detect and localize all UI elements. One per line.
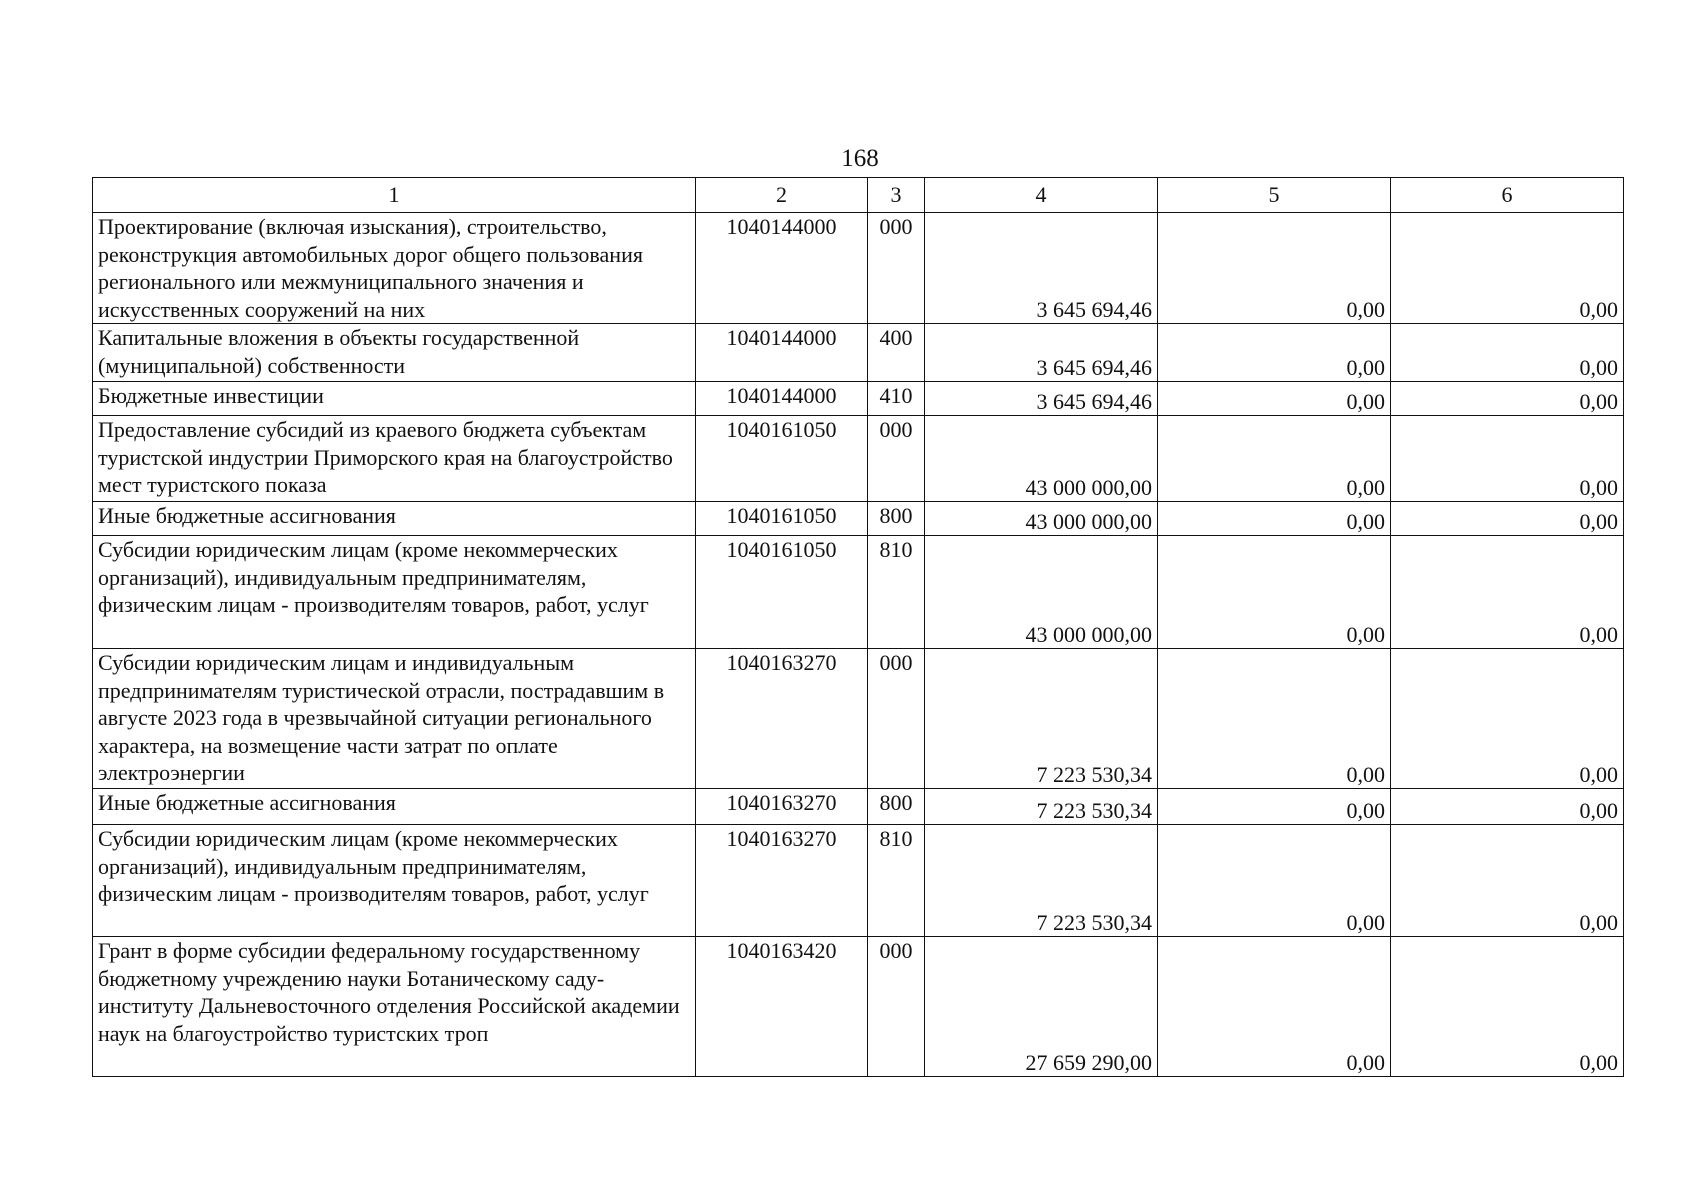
row-value-4: 43 000 000,00: [925, 536, 1158, 649]
column-header-1: 1: [93, 178, 696, 213]
row-target-code: 1040163420: [696, 937, 868, 1077]
row-value-4: 43 000 000,00: [925, 502, 1158, 536]
row-expense-type: 800: [868, 789, 925, 825]
row-value-5: 0,00: [1158, 382, 1391, 416]
row-target-code: 1040163270: [696, 825, 868, 937]
row-value-4: 7 223 530,34: [925, 789, 1158, 825]
row-value-6: 0,00: [1391, 789, 1624, 825]
row-expense-type: 000: [868, 416, 925, 502]
table-row: [93, 382, 1624, 416]
row-value-6: 0,00: [1391, 536, 1624, 649]
table-row: [93, 789, 1624, 825]
row-name: Предоставление субсидий из краевого бюджета субъектам туристской индустрии Приморского края на благоустройство мест туристского показа: [93, 416, 696, 502]
header-row: [93, 178, 1624, 213]
row-expense-type: 410: [868, 382, 925, 416]
row-value-5: 0,00: [1158, 789, 1391, 825]
row-value-4: 7 223 530,34: [925, 825, 1158, 937]
page-number: 168: [841, 145, 879, 172]
row-name: Грант в форме субсидии федеральному государственному бюджетному учреждению науки Ботаническому саду-институту Дальневосточного отделения Российской академии наук на благоустройство туристских троп: [93, 937, 696, 1077]
row-name: Проектирование (включая изыскания), строительство, реконструкция автомобильных дорог общего пользования регионального или межмуниципального значения и искусственных сооружений на них: [93, 213, 696, 324]
row-target-code: 1040161050: [696, 416, 868, 502]
row-expense-type: 000: [868, 937, 925, 1077]
row-name: Капитальные вложения в объекты государственной (муниципальной) собственности: [93, 324, 696, 382]
row-expense-type: 800: [868, 502, 925, 536]
table-row: [93, 825, 1624, 937]
row-value-6: 0,00: [1391, 649, 1624, 789]
row-value-5: 0,00: [1158, 825, 1391, 937]
row-value-6: 0,00: [1391, 502, 1624, 536]
row-value-4: 3 645 694,46: [925, 382, 1158, 416]
row-value-5: 0,00: [1158, 213, 1391, 324]
budget-table: [92, 177, 1624, 1077]
row-value-6: 0,00: [1391, 213, 1624, 324]
column-header-3: 3: [868, 178, 925, 213]
row-expense-type: 000: [868, 213, 925, 324]
row-value-6: 0,00: [1391, 825, 1624, 937]
table-row: [93, 324, 1624, 382]
row-target-code: 1040163270: [696, 789, 868, 825]
table-row: [93, 213, 1624, 324]
row-expense-type: 000: [868, 649, 925, 789]
row-value-4: 43 000 000,00: [925, 416, 1158, 502]
row-target-code: 1040144000: [696, 324, 868, 382]
column-header-6: 6: [1391, 178, 1624, 213]
row-value-5: 0,00: [1158, 536, 1391, 649]
row-name: Иные бюджетные ассигнования: [93, 789, 696, 825]
row-expense-type: 810: [868, 825, 925, 937]
row-target-code: 1040144000: [696, 213, 868, 324]
row-expense-type: 400: [868, 324, 925, 382]
row-value-5: 0,00: [1158, 324, 1391, 382]
row-name: Бюджетные инвестиции: [93, 382, 696, 416]
table-row: [93, 536, 1624, 649]
row-value-6: 0,00: [1391, 416, 1624, 502]
row-target-code: 1040161050: [696, 502, 868, 536]
row-name: Субсидии юридическим лицам (кроме некоммерческих организаций), индивидуальным предпринимателям, физическим лицам - производителям товаров, работ, услуг: [93, 825, 696, 937]
row-value-5: 0,00: [1158, 649, 1391, 789]
row-value-6: 0,00: [1391, 382, 1624, 416]
column-header-2: 2: [696, 178, 868, 213]
column-header-5: 5: [1158, 178, 1391, 213]
row-target-code: 1040144000: [696, 382, 868, 416]
table-row: [93, 502, 1624, 536]
row-value-4: 3 645 694,46: [925, 213, 1158, 324]
row-expense-type: 810: [868, 536, 925, 649]
table-row: [93, 416, 1624, 502]
table-row: [93, 937, 1624, 1077]
row-target-code: 1040163270: [696, 649, 868, 789]
row-value-4: 7 223 530,34: [925, 649, 1158, 789]
row-name: Субсидии юридическим лицам (кроме некоммерческих организаций), индивидуальным предпринимателям, физическим лицам - производителям товаров, работ, услуг: [93, 536, 696, 649]
row-value-6: 0,00: [1391, 937, 1624, 1077]
row-value-5: 0,00: [1158, 416, 1391, 502]
row-name: Иные бюджетные ассигнования: [93, 502, 696, 536]
row-value-4: 3 645 694,46: [925, 324, 1158, 382]
row-name: Субсидии юридическим лицам и индивидуальным предпринимателям туристической отрасли, пострадавшим в августе 2023 года в чрезвычайной ситуации регионального характера, на возмещение части затрат по оплате электроэнергии: [93, 649, 696, 789]
column-header-4: 4: [925, 178, 1158, 213]
row-value-4: 27 659 290,00: [925, 937, 1158, 1077]
row-value-6: 0,00: [1391, 324, 1624, 382]
row-value-5: 0,00: [1158, 502, 1391, 536]
row-value-5: 0,00: [1158, 937, 1391, 1077]
row-target-code: 1040161050: [696, 536, 868, 649]
table-row: [93, 649, 1624, 789]
